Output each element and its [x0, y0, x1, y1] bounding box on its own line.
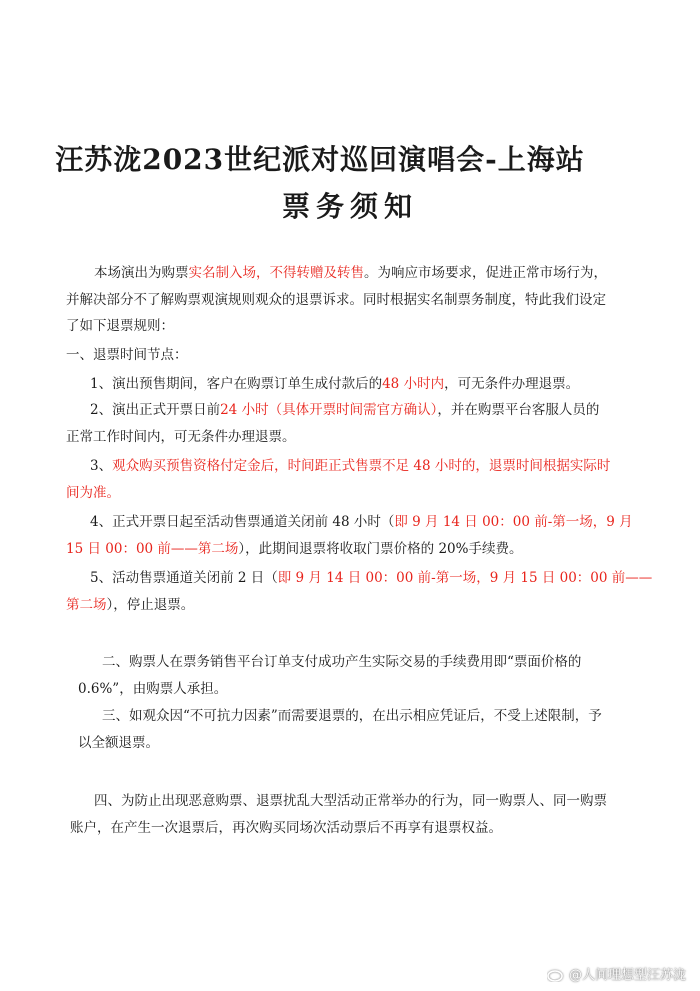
item-text: ，并在购票平台客服人员的 — [437, 402, 600, 418]
intro-emphasis: 实名制入场，不得转赠及转售 — [188, 265, 364, 281]
item-5-line-1 — [66, 565, 652, 592]
section-1-heading: 一、退票时间节点： — [66, 347, 188, 363]
item-text: 1、演出预售期间，客户在购票订单生成付款后的 — [90, 376, 383, 392]
section-3-line-2: 以全额退票。 — [78, 734, 159, 751]
document-subtitle: 票务须知 — [281, 190, 418, 223]
item-4-line-1 — [66, 509, 633, 536]
intro-line-3: 了如下退票规则： — [66, 318, 174, 334]
intro-line-2: 并解决部分不了解购票观演规则观众的退票诉求。同时根据实名制票务制度，特此我们设定 — [66, 291, 606, 308]
intro-text: 本场演出为购票 — [94, 265, 189, 281]
item-text: 5、活动售票通道关闭前 2 日（ — [90, 570, 278, 586]
item-text: 2、演出正式开票日前 — [90, 402, 221, 418]
item-4-line-2 — [66, 536, 633, 563]
watermark-text: @人间理想型汪苏泷 — [568, 968, 686, 983]
document-title: 汪苏泷2023世纪派对巡回演唱会-上海站 — [55, 143, 585, 176]
item-emphasis: 48 小时内 — [382, 376, 445, 392]
item-3-line-1 — [66, 453, 610, 480]
intro-line-1 — [66, 260, 607, 287]
section-4-line-2: 账户，在产生一次退票后，再次购买同场次活动票后不再享有退票权益。 — [70, 819, 502, 836]
item-emphasis: 15 日 00：00 前——第二场 — [66, 540, 239, 557]
section-3 — [78, 703, 602, 756]
intro-text: 。为响应市场要求，促进正常市场行为， — [364, 265, 607, 281]
section-2-line-2: 0.6%”，由购票人承担。 — [78, 680, 228, 697]
item-text: ），此期间退票将收取门票价格的 20%手续费。 — [238, 540, 523, 557]
refund-item-5 — [66, 565, 652, 618]
item-text: 3、 — [90, 458, 113, 474]
item-text: 4、正式开票日起至活动售票通道关闭前 48 小时（ — [90, 514, 395, 530]
item-2-line-2: 正常工作时间内，可无条件办理退票。 — [66, 428, 296, 445]
item-emphasis: 即 9 月 14 日 00：00 前-第一场，9 月 — [394, 514, 633, 530]
section-4-line-1: 四、为防止出现恶意购票、退票扰乱大型活动正常举办的行为，同一购票人、同一购票 — [94, 793, 607, 809]
item-2-line-1 — [66, 397, 599, 424]
refund-item-1 — [90, 371, 579, 398]
item-3-line-2: 间为准。 — [66, 484, 120, 501]
weibo-watermark — [547, 964, 686, 983]
refund-item-4 — [66, 509, 633, 562]
item-emphasis: 24 小时（具体开票时间需官方确认） — [220, 402, 438, 418]
section-3-line-1: 三、如观众因“不可抗力因素”而需要退票的，在出示相应凭证后，不受上述限制，予 — [102, 708, 602, 724]
item-text: ，可无条件办理退票。 — [444, 376, 580, 392]
section-2-line-1: 二、购票人在票务销售平台订单支付成功产生实际交易的手续费用即“票面价格的 — [102, 654, 582, 670]
refund-item-3 — [66, 453, 610, 506]
item-emphasis: 即 9 月 14 日 00：00 前-第一场，9 月 15 日 00：00 前—— — [277, 570, 653, 586]
item-5-line-2 — [66, 592, 652, 619]
section-2 — [78, 649, 581, 702]
refund-item-2 — [66, 397, 599, 450]
intro-paragraph — [66, 260, 607, 340]
section-4 — [70, 788, 607, 841]
weibo-icon — [547, 966, 565, 982]
item-emphasis: 第二场 — [66, 596, 107, 613]
item-emphasis: 观众购买预售资格付定金后，时间距正式售票不足 48 小时的，退票时间根据实际时 — [112, 458, 611, 474]
item-text: ），停止退票。 — [106, 596, 195, 613]
